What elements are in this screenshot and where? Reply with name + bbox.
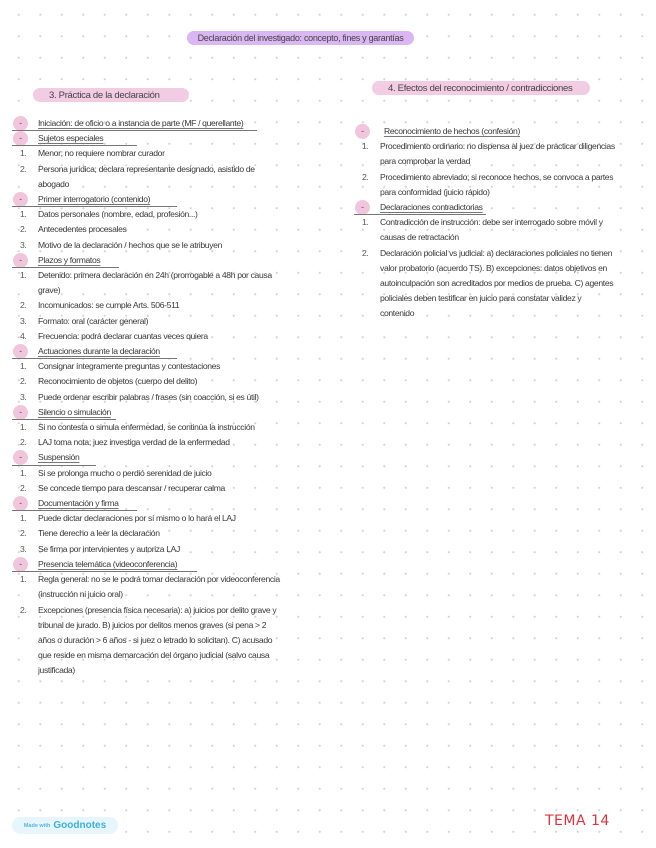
goodnotes-badge	[12, 817, 118, 834]
list-item	[12, 466, 280, 481]
item-text: Primer interrogatorio (contenido)	[38, 194, 151, 205]
item-text: Puede ordenar escribir palabras / frases (sin coacción, si es útil)	[38, 391, 259, 402]
item-number: 1.	[20, 422, 27, 433]
bullet-dot-icon	[354, 200, 380, 215]
pink-dot-icon: -	[13, 192, 28, 207]
bullet-dot-icon	[12, 557, 38, 572]
pink-dot-icon: -	[13, 116, 28, 131]
item-text: Detenido: primera declaración en 24h (prorrogable a 48h por causa grave)	[38, 270, 272, 296]
item-text: Persona jurídica; declara representante designado, asistido de abogado	[38, 163, 255, 189]
list-heading	[12, 131, 280, 146]
item-number: 1.	[362, 217, 369, 228]
list-item	[12, 268, 280, 298]
bullet-dot-icon	[12, 344, 38, 359]
section-4-title: 4. Efectos del reconocimiento / contradicciones	[372, 81, 590, 95]
list-item	[12, 390, 280, 405]
tema-label: TEMA 14	[545, 813, 610, 829]
item-text: Antecedentes procesales	[38, 224, 127, 235]
badge-made-with: Made with	[23, 822, 51, 829]
item-number: 2.	[20, 163, 27, 174]
list-item	[354, 139, 616, 169]
item-number: 3.	[20, 315, 27, 326]
item-text: Motivo de la declaración / hechos que se le atribuyen	[38, 239, 223, 250]
item-text: Declaraciones contradictorias	[380, 202, 483, 213]
item-text: Suspensión	[38, 452, 80, 463]
item-text: Si se prolonga mucho o perdió serenidad de juicio	[38, 467, 212, 478]
list-item	[12, 298, 280, 313]
list-heading	[12, 344, 280, 359]
list-item	[12, 511, 280, 526]
list-heading	[354, 124, 616, 139]
item-text: Reconocimiento de hechos (confesión)	[384, 126, 520, 136]
item-text: Consignar íntegramente preguntas y contestaciones	[38, 361, 221, 372]
item-number: 3.	[20, 391, 27, 402]
bullet-dot-icon	[12, 253, 38, 268]
item-text: Frecuencia: podrá declarar cuantas veces quiera	[38, 330, 208, 341]
list-item	[12, 435, 280, 450]
list-item	[354, 246, 616, 322]
pink-dot-icon: -	[355, 124, 370, 139]
list-item	[12, 207, 280, 222]
list-item	[354, 170, 616, 200]
item-number: 1.	[362, 141, 369, 152]
item-text: Contradicción de instrucción: debe ser interrogado sobre móvil y causas de retractación	[380, 217, 603, 243]
list-heading	[12, 192, 280, 207]
item-text: Incomunicados: se cumple Arts. 506-511	[38, 300, 180, 311]
item-text: Puede dictar declaraciones por sí mismo o lo hará el LAJ	[38, 513, 236, 524]
item-text: Presencia telemática (videoconferencia)	[38, 558, 178, 569]
list-item	[12, 222, 280, 237]
bullet-dot-icon	[354, 124, 380, 139]
item-text: Si no contesta o simula enfermedad, se continúa la instrucción	[38, 422, 255, 433]
item-number: 1.	[20, 574, 27, 585]
item-number: 1.	[20, 467, 27, 478]
pink-dot-icon: -	[13, 344, 28, 359]
bullet-dot-icon	[12, 450, 38, 465]
list-item	[12, 572, 280, 602]
item-text: LAJ toma nota; juez investiga verdad de la enfermedad	[38, 437, 230, 448]
list-item	[12, 481, 280, 496]
item-text: Regla general: no se le podrá tomar declaración por videoconferencia (instrucción ni juicio oral)	[38, 574, 280, 600]
item-text: Datos personales (nombre, edad, profesión...)	[38, 209, 198, 220]
list-heading	[12, 116, 280, 131]
item-number: 1.	[20, 513, 27, 524]
pink-dot-icon: -	[13, 496, 28, 511]
bullet-dot-icon	[12, 192, 38, 207]
list-item	[12, 329, 280, 344]
pink-dot-icon: -	[13, 450, 28, 465]
item-number: 3.	[20, 239, 27, 250]
bullet-dot-icon	[12, 405, 38, 420]
list-heading	[12, 450, 280, 465]
bullet-dot-icon	[12, 131, 38, 146]
item-number: 2.	[20, 300, 27, 311]
item-text: Excepciones (presencia física necesaria): a) juicios por delito grave y tribunal de jurado. B) juicios por delitos menos graves (si pena > 2 años o duración > 6 años - si juez o letrado lo solicitan). C) acusado que reside en misma demarcación del órgano judicial (salvo causa justificada)	[38, 604, 277, 676]
list-item	[12, 420, 280, 435]
item-text: Sujetos especiales	[38, 133, 104, 144]
list-item	[12, 542, 280, 557]
item-text: Declaración policial vs judicial: a) declaraciones policiales no tienen valor probatorio (acuerdo TS). B) excepciones: datos objetivos en autoinculpación son acreditados por medios de prueba. C) agentes policiales deben testificar en juicio para constatar validez y contenido	[380, 247, 614, 319]
item-text: Formato: oral (carácter general)	[38, 315, 149, 326]
bullet-dot-icon	[12, 496, 38, 511]
list-item	[12, 314, 280, 329]
item-number: 2.	[362, 247, 369, 258]
item-text: Procedimiento ordinario: no dispensa al juez de practicar diligencias para comprobar la verdad	[380, 141, 615, 167]
item-number: 1.	[20, 361, 27, 372]
item-number: 2.	[20, 224, 27, 235]
item-text: Menor; no requiere nombrar curador	[38, 148, 165, 159]
item-text: Silencio o simulación	[38, 406, 111, 417]
list-item	[12, 146, 280, 161]
pink-dot-icon: -	[13, 253, 28, 268]
item-text: Se firma por intervinientes y autoriza LAJ	[38, 543, 180, 554]
list-heading	[12, 253, 280, 268]
item-number: 2.	[20, 604, 27, 615]
item-number: 2.	[362, 171, 369, 182]
section-4-content	[354, 124, 616, 322]
item-text: Documentación y firma	[38, 498, 119, 509]
page-title: Declaración del investigado: concepto, fines y garantías	[187, 31, 414, 45]
pink-dot-icon: -	[13, 131, 28, 146]
pink-dot-icon: -	[13, 557, 28, 572]
section-3-content	[12, 116, 280, 679]
list-item	[12, 526, 280, 541]
item-text: Tiene derecho a leer la declaración	[38, 528, 160, 539]
item-number: 2.	[20, 482, 27, 493]
item-text: Procedimiento abreviado; si reconoce hechos, se convoca a partes para conformidad (juicio rápido)	[380, 171, 614, 197]
item-number: 1.	[20, 209, 27, 220]
item-text: Actuaciones durante la declaración	[38, 346, 160, 357]
list-item	[12, 603, 280, 679]
item-text: Iniciación: de oficio o a instancia de parte (MF / querellante)	[38, 118, 244, 128]
list-item	[12, 359, 280, 374]
item-number: 4.	[20, 330, 27, 341]
item-number: 1.	[20, 148, 27, 159]
list-item	[12, 162, 280, 192]
badge-brand: Goodnotes	[53, 820, 107, 831]
bullet-dot-icon	[12, 116, 38, 131]
pink-dot-icon: -	[355, 200, 370, 215]
item-text: Reconocimiento de objetos (cuerpo del delito)	[38, 376, 198, 387]
item-number: 2.	[20, 437, 27, 448]
item-number: 2.	[20, 528, 27, 539]
item-text: Se concede tiempo para descansar / recuperar calma	[38, 482, 225, 493]
section-3-title: 3. Práctica de la declaración	[33, 88, 189, 102]
item-number: 3.	[20, 543, 27, 554]
item-number: 1.	[20, 270, 27, 281]
list-heading	[12, 496, 280, 511]
list-heading	[354, 200, 616, 215]
list-item	[12, 238, 280, 253]
item-number: 2.	[20, 376, 27, 387]
list-item	[354, 215, 616, 245]
list-item	[12, 374, 280, 389]
list-heading	[12, 557, 280, 572]
pink-dot-icon: -	[13, 405, 28, 420]
list-heading	[12, 405, 280, 420]
item-text: Plazos y formatos	[38, 254, 101, 265]
